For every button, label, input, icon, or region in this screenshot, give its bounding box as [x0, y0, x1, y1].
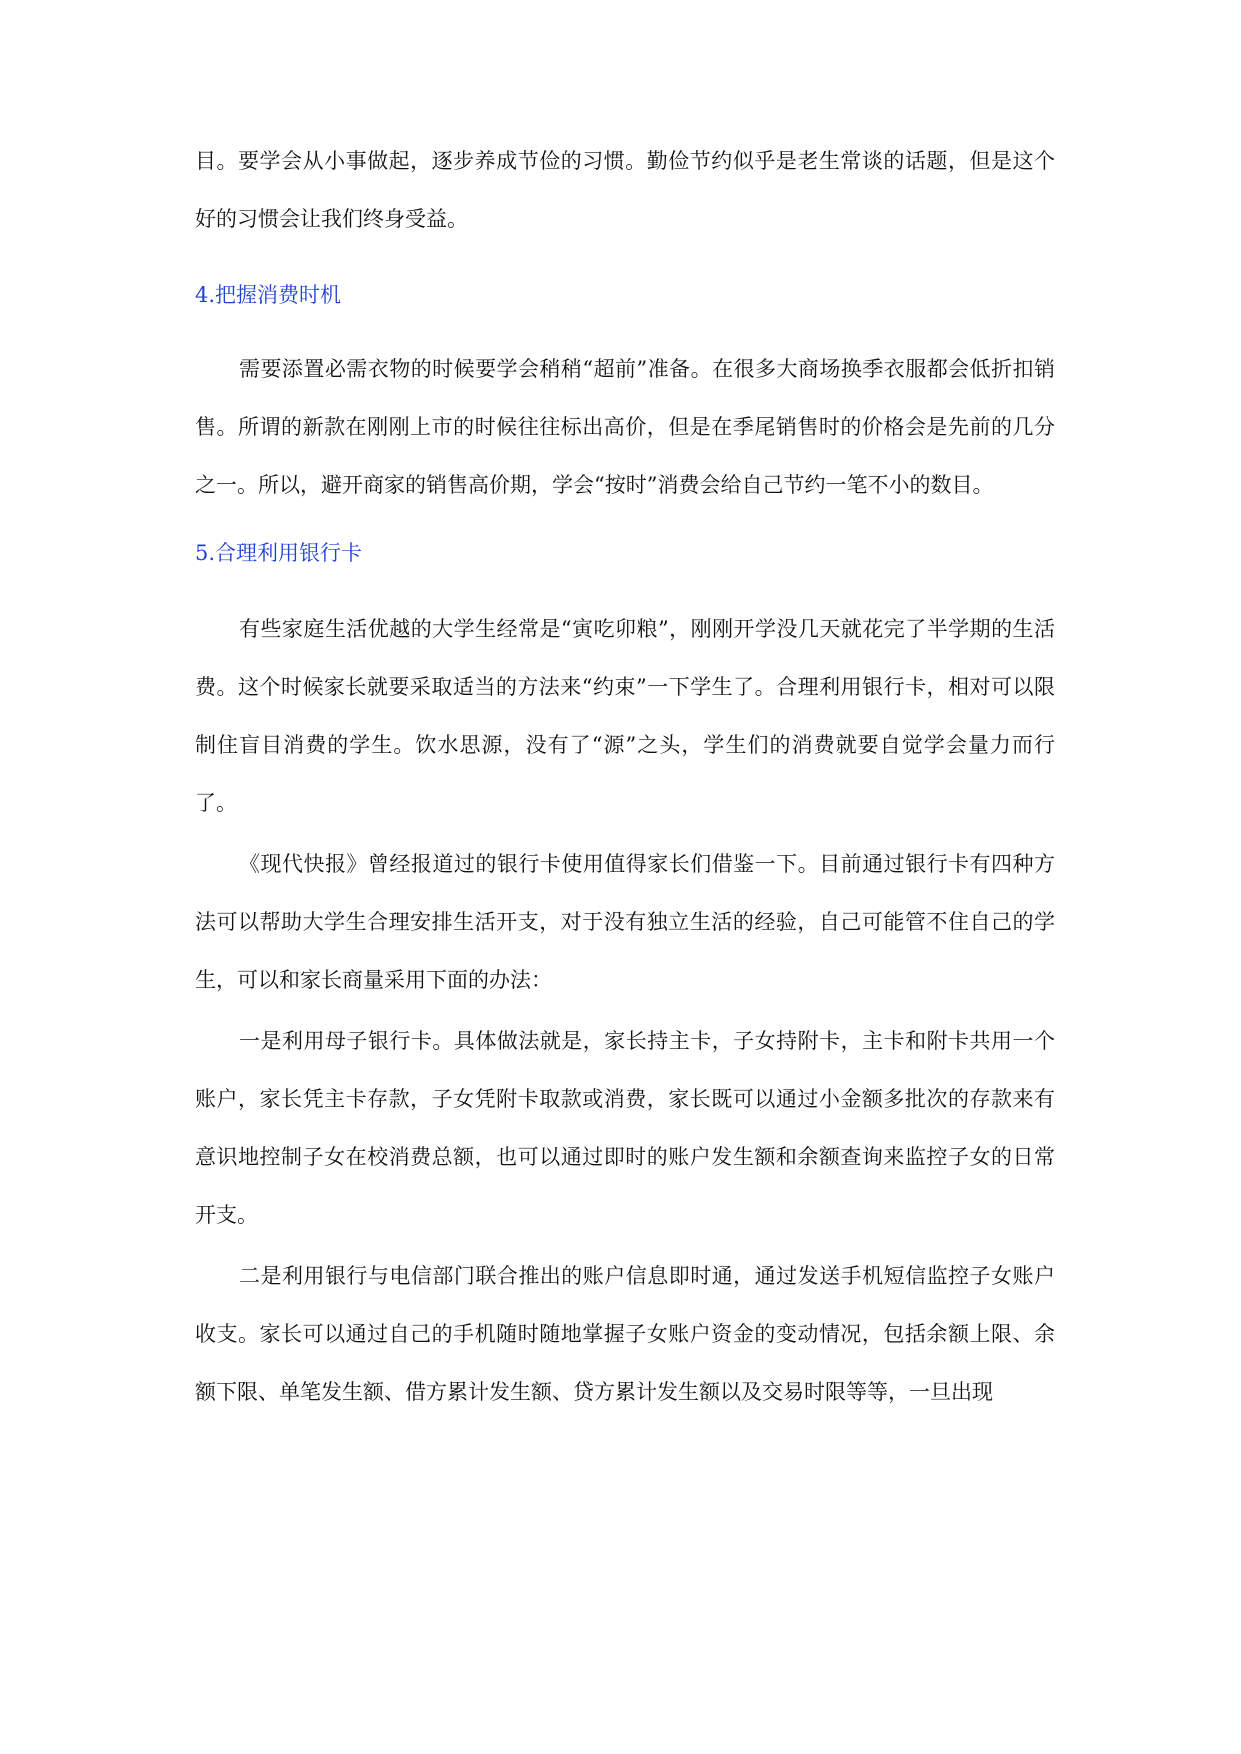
paragraph-sms-account-alerts: 二是利用银行与电信部门联合推出的账户信息即时通，通过发送手机短信监控子女账户收支。家长可以通过自己的手机随时随地掌握子女账户资金的变动情况，包括余额上限、余额下限、单笔发生额、借方累计发生额、贷方累计发生额以及交易时限等等，一旦出现	[195, 1264, 1055, 1404]
paragraph-parent-child-card: 一是利用母子银行卡。具体做法就是，家长持主卡，子女持附卡，主卡和附卡共用一个账户，家长凭主卡存款，子女凭附卡取款或消费，家长既可以通过小金额多批次的存款来有意识地控制子女在校消费总额，也可以通过即时的账户发生额和余额查询来监控子女的日常开支。	[195, 1029, 1055, 1227]
section-heading-consumption-timing: 4.把握消费时机	[195, 283, 342, 307]
paragraph-overspending-students: 有些家庭生活优越的大学生经常是“寅吃卯粮”，刚刚开学没几天就花完了半学期的生活费。这个时候家长就要采取适当的方法来“约束”一下学生了。合理利用银行卡，相对可以限制住盲目消费的学生。饮水思源，没有了“源”之头，学生们的消费就要自觉学会量力而行了。	[195, 617, 1055, 815]
section-heading-bank-card: 5.合理利用银行卡	[195, 541, 363, 565]
paragraph-modern-express-report: 《现代快报》曾经报道过的银行卡使用值得家长们借鉴一下。目前通过银行卡有四种方法可以帮助大学生合理安排生活开支，对于没有独立生活的经验，自己可能管不住自己的学生，可以和家长商量采用下面的办法：	[195, 852, 1055, 992]
paragraph-frugal-habits: 目。要学会从小事做起，逐步养成节俭的习惯。勤俭节约似乎是老生常谈的话题，但是这个好的习惯会让我们终身受益。	[195, 149, 1055, 231]
paragraph-clothing-purchase: 需要添置必需衣物的时候要学会稍稍“超前”准备。在很多大商场换季衣服都会低折扣销售。所谓的新款在刚刚上市的时候往往标出高价，但是在季尾销售时的价格会是先前的几分之一。所以，避开商家的销售高价期，学会“按时”消费会给自己节约一笔不小的数目。	[195, 357, 1055, 497]
